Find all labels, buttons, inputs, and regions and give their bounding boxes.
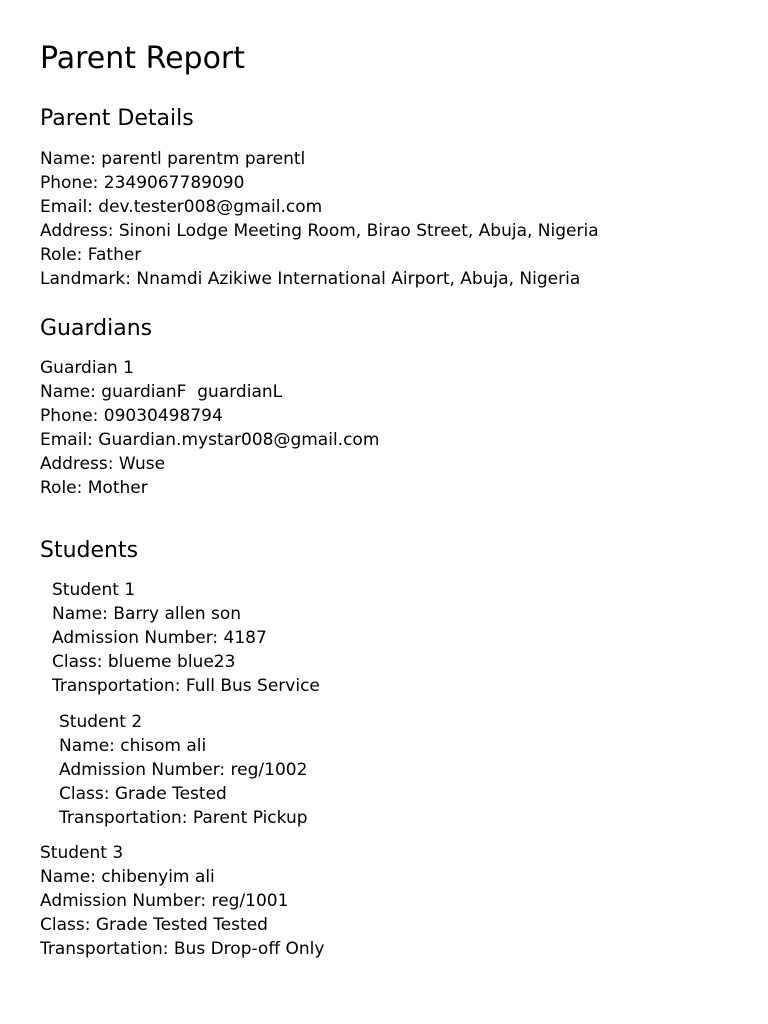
student-class: Class: blueme blue23: [52, 652, 236, 672]
student-name: Name: Barry allen son: [52, 604, 242, 624]
guardian-address: Address: Wuse: [40, 454, 166, 474]
student-class: Class: Grade Tested: [59, 784, 227, 804]
guardian-role: Role: Mother: [40, 478, 148, 498]
student-admission-number: Admission Number: 4187: [52, 628, 267, 648]
student-2-block: [59, 710, 308, 830]
guardian-1-block: [40, 356, 379, 500]
parent-landmark: Landmark: Nnamdi Azikiwe International Airport, Abuja, Nigeria: [40, 269, 581, 289]
student-1-block: [52, 578, 320, 698]
guardian-label: Guardian 1: [40, 358, 134, 378]
student-name: Name: chibenyim ali: [40, 867, 215, 887]
guardians-heading: Guardians: [40, 316, 153, 341]
students-heading: Students: [40, 538, 139, 563]
guardian-phone: Phone: 09030498794: [40, 406, 223, 426]
student-transportation: Transportation: Bus Drop-off Only: [40, 939, 325, 959]
guardian-email: Email: Guardian.mystar008@gmail.com: [40, 430, 380, 450]
parent-details-heading: Parent Details: [40, 106, 194, 131]
student-3-block: [40, 841, 324, 961]
parent-name: Name: parentl parentm parentl: [40, 149, 306, 169]
parent-address: Address: Sinoni Lodge Meeting Room, Birao Street, Abuja, Nigeria: [40, 221, 599, 241]
page-title: Parent Report: [40, 41, 246, 76]
student-admission-number: Admission Number: reg/1002: [59, 760, 308, 780]
student-admission-number: Admission Number: reg/1001: [40, 891, 289, 911]
student-label: Student 3: [40, 843, 124, 863]
guardian-name: Name: guardianF guardianL: [40, 382, 283, 402]
parent-email: Email: dev.tester008@gmail.com: [40, 197, 323, 217]
parent-details-list: [40, 147, 599, 291]
parent-phone: Phone: 2349067789090: [40, 173, 245, 193]
student-transportation: Transportation: Full Bus Service: [52, 676, 320, 696]
student-name: Name: chisom ali: [59, 736, 207, 756]
student-label: Student 1: [52, 580, 136, 600]
student-transportation: Transportation: Parent Pickup: [59, 808, 308, 828]
student-label: Student 2: [59, 712, 143, 732]
parent-role: Role: Father: [40, 245, 142, 265]
student-class: Class: Grade Tested Tested: [40, 915, 268, 935]
